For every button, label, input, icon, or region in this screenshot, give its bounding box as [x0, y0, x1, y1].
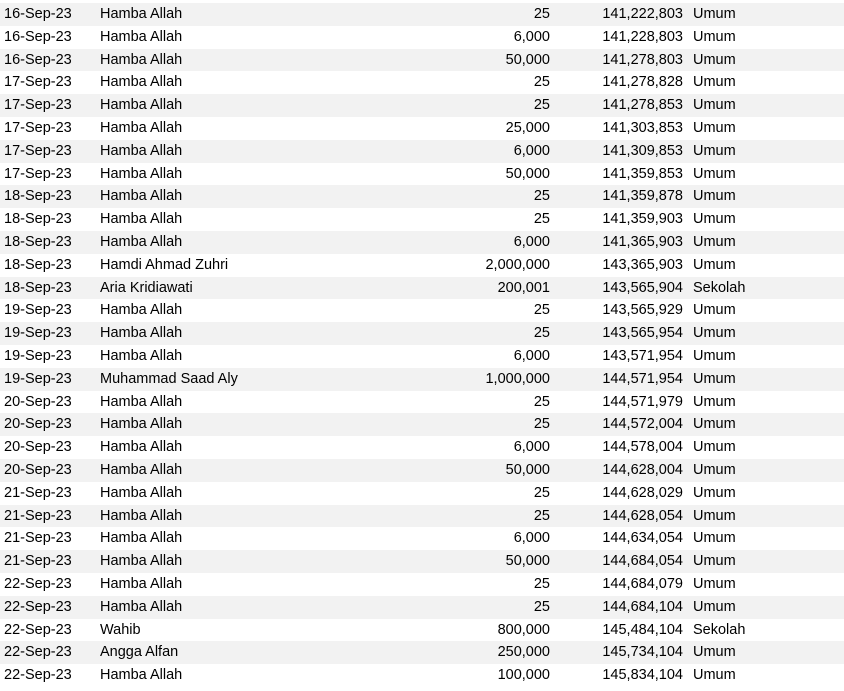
amount-cell: 50,000: [505, 553, 550, 570]
category-cell: Umum: [693, 553, 736, 570]
running-total-cell: 144,572,004: [602, 416, 683, 433]
table-row: [0, 573, 844, 596]
donor-name-cell: Aria Kridiawati: [100, 279, 193, 296]
running-total-cell: 144,684,079: [602, 575, 683, 592]
amount-cell: 6,000: [513, 347, 550, 364]
table-row: [0, 140, 844, 163]
running-total-cell: 141,309,853: [602, 142, 683, 159]
date-cell: 22-Sep-23: [4, 667, 72, 684]
amount-cell: 6,000: [513, 233, 550, 250]
donor-name-cell: Angga Alfan: [100, 644, 179, 661]
donor-name-cell: Hamdi Ahmad Zuhri: [100, 256, 229, 273]
running-total-cell: 145,484,104: [602, 621, 683, 638]
date-cell: 21-Sep-23: [4, 484, 72, 501]
donor-name-cell: Hamba Allah: [100, 598, 183, 615]
table-row: [0, 299, 844, 322]
amount-cell: 6,000: [513, 28, 550, 45]
date-cell: 20-Sep-23: [4, 439, 72, 456]
donor-name-cell: Hamba Allah: [100, 51, 183, 68]
amount-cell: 6,000: [513, 530, 550, 547]
donor-name-cell: Hamba Allah: [100, 28, 183, 45]
running-total-cell: 143,571,954: [602, 347, 683, 364]
category-cell: Umum: [693, 575, 736, 592]
running-total-cell: 141,365,903: [602, 233, 683, 250]
running-total-cell: 141,359,853: [602, 165, 683, 182]
category-cell: Umum: [693, 416, 736, 433]
date-cell: 22-Sep-23: [4, 575, 72, 592]
amount-cell: 25: [533, 211, 550, 228]
category-cell: Umum: [693, 530, 736, 547]
amount-cell: 25: [533, 325, 550, 342]
table-row: [0, 436, 844, 459]
amount-cell: 25: [533, 393, 550, 410]
table-row: [0, 641, 844, 664]
donor-name-cell: Hamba Allah: [100, 142, 183, 159]
running-total-cell: 144,628,029: [602, 484, 683, 501]
date-cell: 19-Sep-23: [4, 302, 72, 319]
date-cell: 16-Sep-23: [4, 6, 72, 22]
table-row: [0, 596, 844, 619]
donor-name-cell: Hamba Allah: [100, 233, 183, 250]
amount-cell: 50,000: [505, 461, 550, 478]
running-total-cell: 144,634,054: [602, 530, 683, 547]
amount-cell: 25: [533, 188, 550, 205]
category-cell: Umum: [693, 325, 736, 342]
amount-cell: 25: [533, 484, 550, 501]
donor-name-cell: Muhammad Saad Aly: [100, 370, 238, 387]
donor-name-cell: Hamba Allah: [100, 393, 183, 410]
running-total-cell: 145,834,104: [602, 667, 683, 684]
date-cell: 19-Sep-23: [4, 325, 72, 342]
date-cell: 22-Sep-23: [4, 598, 72, 615]
category-cell: Umum: [693, 507, 736, 524]
date-cell: 17-Sep-23: [4, 165, 72, 182]
table-row: [0, 185, 844, 208]
donor-name-cell: Hamba Allah: [100, 484, 183, 501]
date-cell: 18-Sep-23: [4, 188, 72, 205]
donor-name-cell: Hamba Allah: [100, 507, 183, 524]
table-row: [0, 163, 844, 186]
date-cell: 22-Sep-23: [4, 644, 72, 661]
running-total-cell: 141,278,803: [602, 51, 683, 68]
category-cell: Sekolah: [693, 279, 746, 296]
running-total-cell: 144,684,104: [602, 598, 683, 615]
running-total-cell: 144,571,979: [602, 393, 683, 410]
table-row: [0, 3, 844, 26]
running-total-cell: 141,278,853: [602, 97, 683, 114]
running-total-cell: 144,578,004: [602, 439, 683, 456]
table-row: [0, 277, 844, 300]
date-cell: 17-Sep-23: [4, 74, 72, 91]
amount-cell: 6,000: [513, 439, 550, 456]
donor-name-cell: Hamba Allah: [100, 530, 183, 547]
category-cell: Umum: [693, 393, 736, 410]
category-cell: Umum: [693, 461, 736, 478]
category-cell: Umum: [693, 667, 736, 684]
table-row: [0, 368, 844, 391]
donor-name-cell: Hamba Allah: [100, 347, 183, 364]
table-row: [0, 482, 844, 505]
date-cell: 21-Sep-23: [4, 530, 72, 547]
donor-name-cell: Hamba Allah: [100, 553, 183, 570]
running-total-cell: 143,565,929: [602, 302, 683, 319]
category-cell: Umum: [693, 439, 736, 456]
category-cell: Umum: [693, 165, 736, 182]
table-row: [0, 71, 844, 94]
amount-cell: 50,000: [505, 51, 550, 68]
running-total-cell: 141,359,878: [602, 188, 683, 205]
date-cell: 20-Sep-23: [4, 393, 72, 410]
category-cell: Umum: [693, 370, 736, 387]
category-cell: Umum: [693, 188, 736, 205]
table-row: [0, 413, 844, 436]
running-total-cell: 141,278,828: [602, 74, 683, 91]
donor-name-cell: Hamba Allah: [100, 6, 183, 22]
amount-cell: 25: [533, 575, 550, 592]
date-cell: 18-Sep-23: [4, 211, 72, 228]
table-row: [0, 550, 844, 573]
category-cell: Umum: [693, 211, 736, 228]
category-cell: Umum: [693, 74, 736, 91]
table-row: [0, 94, 844, 117]
table-row: [0, 117, 844, 140]
table-row: [0, 322, 844, 345]
donor-name-cell: Hamba Allah: [100, 188, 183, 205]
date-cell: 17-Sep-23: [4, 119, 72, 136]
category-cell: Umum: [693, 598, 736, 615]
running-total-cell: 144,628,004: [602, 461, 683, 478]
date-cell: 17-Sep-23: [4, 97, 72, 114]
date-cell: 20-Sep-23: [4, 461, 72, 478]
amount-cell: 50,000: [505, 165, 550, 182]
date-cell: 16-Sep-23: [4, 28, 72, 45]
date-cell: 18-Sep-23: [4, 233, 72, 250]
donor-name-cell: Hamba Allah: [100, 165, 183, 182]
donor-name-cell: Wahib: [100, 621, 141, 638]
table-row: [0, 619, 844, 642]
table-row: [0, 231, 844, 254]
table-row: [0, 505, 844, 528]
running-total-cell: 141,303,853: [602, 119, 683, 136]
running-total-cell: 143,565,954: [602, 325, 683, 342]
date-cell: 19-Sep-23: [4, 347, 72, 364]
amount-cell: 25: [533, 97, 550, 114]
amount-cell: 250,000: [497, 644, 550, 661]
category-cell: Umum: [693, 28, 736, 45]
category-cell: Umum: [693, 233, 736, 250]
donor-name-cell: Hamba Allah: [100, 302, 183, 319]
donor-name-cell: Hamba Allah: [100, 461, 183, 478]
running-total-cell: 145,734,104: [602, 644, 683, 661]
donor-name-cell: Hamba Allah: [100, 439, 183, 456]
table-row: [0, 345, 844, 368]
date-cell: 21-Sep-23: [4, 507, 72, 524]
category-cell: Umum: [693, 97, 736, 114]
donor-name-cell: Hamba Allah: [100, 211, 183, 228]
running-total-cell: 143,565,904: [602, 279, 683, 296]
table-row: [0, 391, 844, 414]
amount-cell: 25: [533, 6, 550, 22]
date-cell: 17-Sep-23: [4, 142, 72, 159]
category-cell: Umum: [693, 302, 736, 319]
date-cell: 22-Sep-23: [4, 621, 72, 638]
amount-cell: 6,000: [513, 142, 550, 159]
category-cell: Umum: [693, 644, 736, 661]
amount-cell: 800,000: [497, 621, 550, 638]
amount-cell: 25: [533, 416, 550, 433]
donor-name-cell: Hamba Allah: [100, 325, 183, 342]
date-cell: 19-Sep-23: [4, 370, 72, 387]
running-total-cell: 144,684,054: [602, 553, 683, 570]
table-row: [0, 254, 844, 277]
amount-cell: 25: [533, 74, 550, 91]
running-total-cell: 144,571,954: [602, 370, 683, 387]
donor-name-cell: Hamba Allah: [100, 667, 183, 684]
amount-cell: 25: [533, 302, 550, 319]
category-cell: Sekolah: [693, 621, 746, 638]
amount-cell: 200,001: [497, 279, 550, 296]
table-row: [0, 208, 844, 231]
donor-name-cell: Hamba Allah: [100, 416, 183, 433]
category-cell: Umum: [693, 142, 736, 159]
amount-cell: 25: [533, 507, 550, 524]
category-cell: Umum: [693, 484, 736, 501]
donor-name-cell: Hamba Allah: [100, 119, 183, 136]
date-cell: 21-Sep-23: [4, 553, 72, 570]
date-cell: 18-Sep-23: [4, 256, 72, 273]
amount-cell: 2,000,000: [485, 256, 550, 273]
category-cell: Umum: [693, 256, 736, 273]
running-total-cell: 143,365,903: [602, 256, 683, 273]
category-cell: Umum: [693, 6, 736, 22]
date-cell: 18-Sep-23: [4, 279, 72, 296]
category-cell: Umum: [693, 347, 736, 364]
category-cell: Umum: [693, 51, 736, 68]
running-total-cell: 141,359,903: [602, 211, 683, 228]
table-row: [0, 49, 844, 72]
running-total-cell: 144,628,054: [602, 507, 683, 524]
category-cell: Umum: [693, 119, 736, 136]
donor-name-cell: Hamba Allah: [100, 575, 183, 592]
running-total-cell: 141,228,803: [602, 28, 683, 45]
running-total-cell: 141,222,803: [602, 6, 683, 22]
table-row: [0, 26, 844, 49]
amount-cell: 25: [533, 598, 550, 615]
amount-cell: 25,000: [505, 119, 550, 136]
amount-cell: 100,000: [497, 667, 550, 684]
date-cell: 16-Sep-23: [4, 51, 72, 68]
date-cell: 20-Sep-23: [4, 416, 72, 433]
donor-name-cell: Hamba Allah: [100, 74, 183, 91]
donor-name-cell: Hamba Allah: [100, 97, 183, 114]
amount-cell: 1,000,000: [485, 370, 550, 387]
table-row: [0, 527, 844, 550]
table-row: [0, 664, 844, 687]
table-row: [0, 459, 844, 482]
